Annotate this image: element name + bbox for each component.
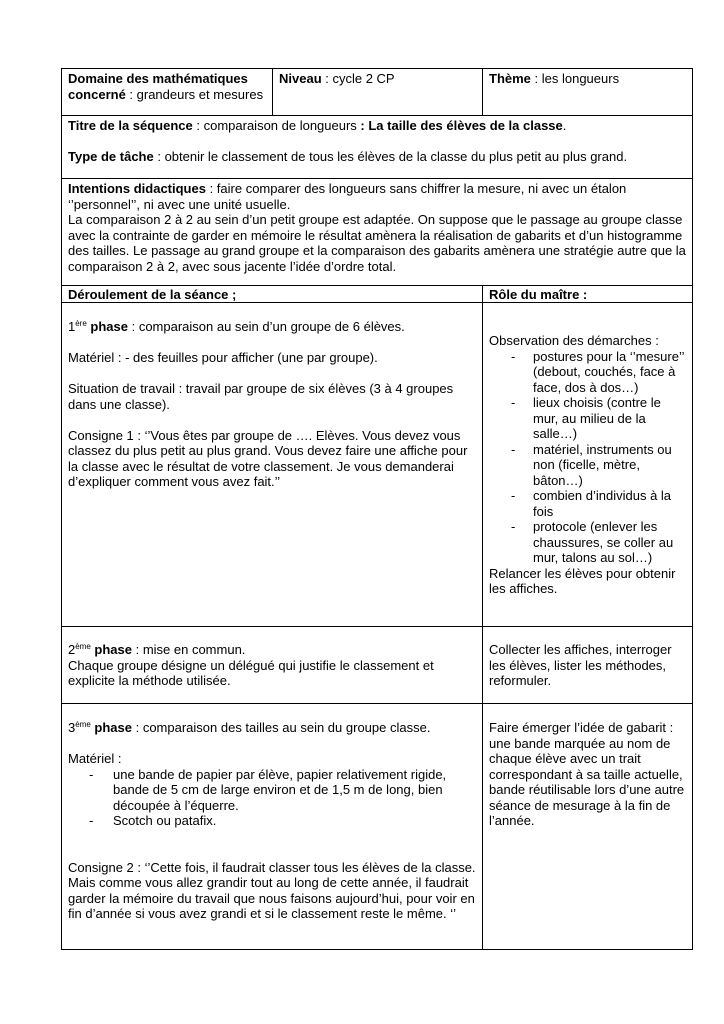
- list-item: - protocole (enlever les chaussures, se coller au mur, talons au sol…): [489, 519, 686, 566]
- list-item: - combien d’individus à la fois: [489, 488, 686, 519]
- header-deroulement: [61, 285, 483, 303]
- phase1-role-list: [489, 349, 686, 566]
- phase2-role: Collecter les affiches, interroger les élèves, lister les méthodes, reformuler.: [489, 642, 672, 688]
- phase2-text: Chaque groupe désigne un délégué qui justifie le classement et explicite la méthode utilisée.: [68, 657, 434, 688]
- role-heading: Rôle du maître :: [489, 287, 588, 302]
- phase1-role-intro: Observation des démarches :: [489, 333, 659, 348]
- phase3-role-cell: [482, 703, 693, 950]
- intentions-body: La comparaison 2 à 2 au sein d’un petit groupe est adaptée. On suppose que le passage au groupe classe avec la contrainte de garder en mémoire le résultat amènera la réalisation de gabarits et d’un histogramme des tailles. Le passage au grand groupe et la comparaison des gabarits amènera une stratégie autre que la comparaison 2 à 2, avec sous jacente l’idée d’ordre total.: [68, 212, 686, 274]
- phase1-situation: Situation de travail : travail par groupe de six élèves (3 à 4 groupes dans une classe).: [68, 381, 454, 412]
- phase1-consigne: Consigne 1 : ‘’Vous êtes par groupe de …. Elèves. Vous devez vous classez du plus petit au plus grand. Vous devez faire une affiche pour la classe avec le résultat de votre classement. Je vous demanderai d’expliquer comment vous avez fait.’’: [68, 427, 468, 489]
- phase1-role-end: Relancer les élèves pour obtenir les affiches.: [489, 565, 676, 596]
- phase3-deroulement-cell: [61, 703, 483, 950]
- phase1-role-cell: [482, 302, 693, 627]
- phase1-heading: 1ère phase : comparaison au sein d’un groupe de 6 élèves.: [68, 319, 405, 334]
- domaine-cell: [61, 68, 273, 116]
- phase2-heading: 2ème phase : mise en commun.: [68, 642, 246, 657]
- phase1-materiel: Matériel : - des feuilles pour afficher (une par groupe).: [68, 350, 378, 365]
- niveau-cell: [272, 68, 483, 116]
- list-item: - postures pour la ‘’mesure’’ (debout, couchés, face à face, dos à dos…): [489, 349, 686, 396]
- list-item: - Scotch ou patafix.: [68, 813, 476, 829]
- deroulement-heading: Déroulement de la séance ;: [68, 287, 237, 302]
- phase2-deroulement-cell: [61, 626, 483, 704]
- list-item: - lieux choisis (contre le mur, au milieu de la salle…): [489, 395, 686, 442]
- phase1-deroulement-cell: [61, 302, 483, 627]
- intentions-intro: Intentions didactiques : faire comparer des longueurs sans chiffrer la mesure, ni avec un étalon ‘’personnel’’, ni avec une unité usuelle.: [68, 181, 627, 212]
- list-item: - matériel, instruments ou non (ficelle, mètre, bâton…): [489, 442, 686, 489]
- niveau-text: Niveau : cycle 2 CP: [279, 71, 395, 86]
- task-type: Type de tâche : obtenir le classement de tous les élèves de la classe du plus petit au plus grand.: [68, 149, 628, 164]
- header-role: [482, 285, 693, 303]
- phase3-heading: 3ème phase : comparaison des tailles au sein du groupe classe.: [68, 720, 431, 735]
- phase3-materiel-list: [68, 767, 476, 829]
- domaine-text: Domaine des mathématiques concerné : grandeurs et mesures: [68, 71, 264, 102]
- phase3-materiel-label: Matériel :: [68, 751, 122, 766]
- phase2-role-cell: [482, 626, 693, 704]
- theme-cell: [482, 68, 693, 116]
- theme-text: Thème : les longueurs: [489, 71, 620, 86]
- phase3-consigne: Consigne 2 : ‘’Cette fois, il faudrait classer tous les élèves de la classe. Mais comme vous allez grandir tout au long de cette année, il faudrait garder la mémoire du travail que nous faisons aujourd’hui, pour voir en fin d’année si vous avez grandi et si le classement reste le même. ‘’: [68, 859, 476, 921]
- phase3-role: Faire émerger l’idée de gabarit : une bande marquée au nom de chaque élève avec un trait correspondant à sa taille actuelle, bande réutilisable lors d’une autre séance de mesurage à la fin de l’année.: [489, 720, 685, 828]
- sequence-title: Titre de la séquence : comparaison de longueurs : La taille des élèves de la classe.: [68, 118, 567, 133]
- intentions-cell: [61, 178, 693, 286]
- list-item: - une bande de papier par élève, papier relativement rigide, bande de 5 cm de large environ et de 1,5 m de long, bien découpée à l’équerre.: [68, 767, 476, 814]
- sequence-cell: [61, 115, 693, 179]
